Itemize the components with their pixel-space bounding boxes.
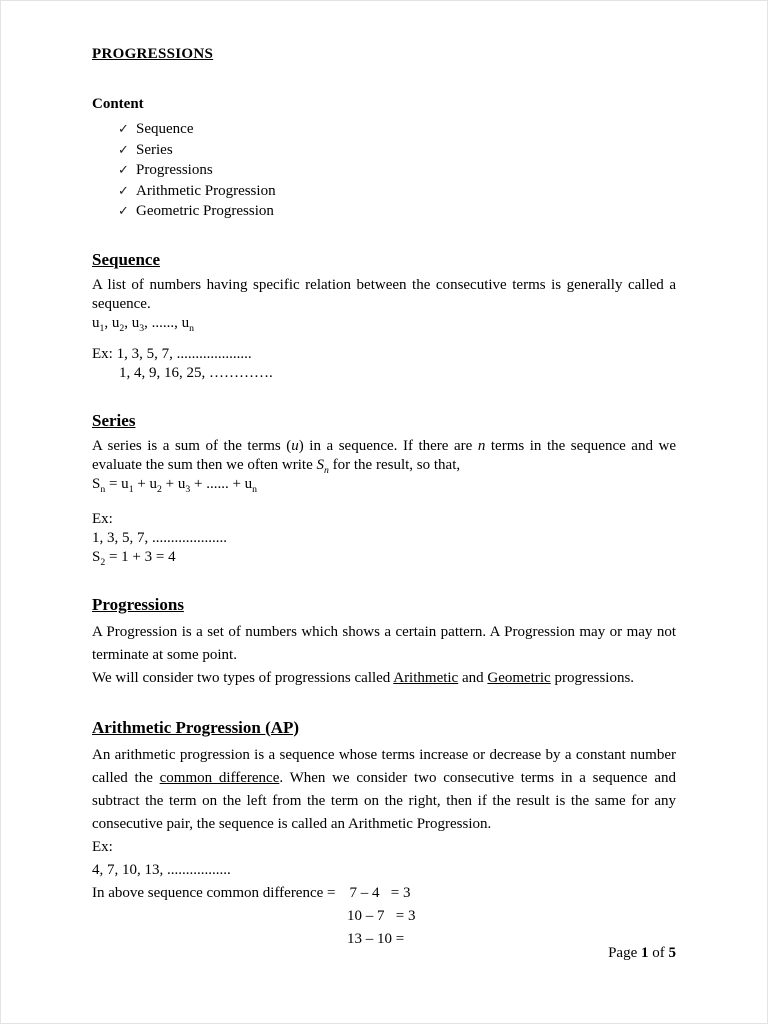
ap-sequence-line: 4, 7, 10, 13, ................. [92,861,231,878]
check-icon: ✓ [118,121,129,136]
check-icon: ✓ [118,162,129,177]
section-heading-series: Series [92,410,136,430]
document-content [92,46,676,951]
ap-diff-intro: In above sequence common difference = [92,884,336,901]
ap-diff-math-1: 7 – 4 = 3 [349,884,411,901]
sequence-terms-line: $u_1$, $u_2$, $u_3$, ......, $u_n$ [92,314,194,334]
section-heading-arithmetic-progression: Arithmetic Progression (AP) [92,717,300,737]
sequence-example-1: Ex: 1, 3, 5, 7, .................... [92,345,252,362]
ap-example-label: Ex: [92,838,113,855]
list-item-label: Progressions [136,162,213,178]
list-item-progressions [118,160,676,181]
list-item-geometric-progression [118,201,676,222]
progressions-types-line: We will consider two types of progressions called Arithmetic and Geometric progressions. [92,669,635,686]
sequence-paragraph: A list of numbers having specific relation between the consecutive terms is generally called a sequence. [92,276,676,312]
page-number-text: Page 1 of 5 [608,945,676,961]
page-footer [608,945,676,962]
series-paragraph: A series is a sum of the terms (u) in a sequence. If there are n terms in the sequence and we evaluate the sum then we often write $S_n$ for the result, so that, [92,437,676,476]
ap-diff-line-3: 13 – 10 = [347,930,405,947]
section-heading-progressions: Progressions [92,594,184,614]
list-item-label: Sequence [136,121,194,137]
sequence-example-2: 1, 4, 9, 16, 25, …………. [119,364,273,381]
content-list [92,119,676,222]
check-icon: ✓ [118,141,129,157]
section-heading-sequence: Sequence [92,249,160,269]
series-example: 1, 3, 5, 7, .................... [92,529,227,546]
list-item-label: Series [136,141,173,158]
series-sum-line: $S_n = u_1 + u_2 + u_3$ + ...... + $u_n$ [92,475,258,495]
list-item-label: Geometric Progression [136,203,274,219]
list-item-sequence [118,119,676,140]
ap-diff-line-2: 10 – 7 = 3 [347,907,416,924]
doc-title: PROGRESSIONS [92,46,214,62]
progressions-paragraph: A Progression is a set of numbers which shows a certain pattern. A Progression may or may not terminate at some point. [92,623,676,663]
list-item-series [118,140,676,161]
ap-diff-line-1 [92,882,676,905]
check-icon: ✓ [118,203,129,218]
check-icon: ✓ [118,182,129,198]
list-item-label: Arithmetic Progression [136,182,276,199]
series-example-label: Ex: [92,510,113,527]
content-heading: Content [92,96,144,112]
series-s2-line: $S_2 = 1 + 3 = 4$ [92,548,176,568]
list-item-arithmetic-progression [118,181,676,202]
ap-paragraph: An arithmetic progression is a sequence whose terms increase or decrease by a constant number called the common difference. When we consider two consecutive terms in a sequence and subtract the term on the left from the term on the right, then if the result is the same for any consecutive pair, the sequence is called an Arithmetic Progression. [92,746,676,832]
